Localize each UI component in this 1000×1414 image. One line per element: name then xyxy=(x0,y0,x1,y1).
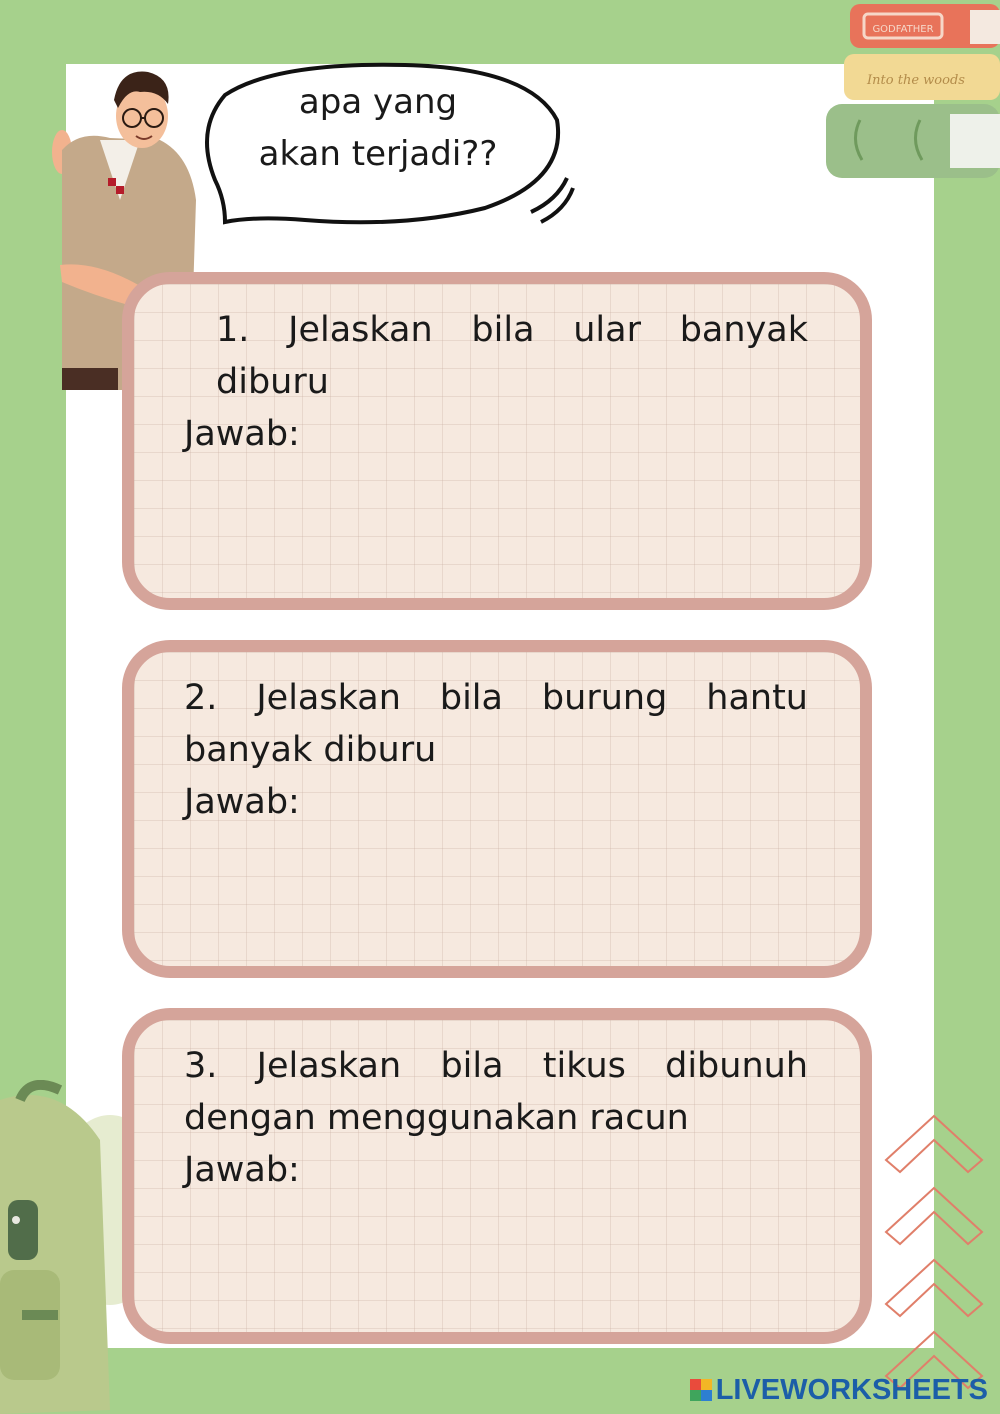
question-card-1[interactable] xyxy=(122,272,872,610)
chevron-decoration-icon xyxy=(880,1110,1000,1414)
answer-label-1: Jawab: xyxy=(184,414,300,454)
liveworksheets-mark-icon xyxy=(690,1379,712,1401)
question-3-text: 3. Jelaskan bila tikus dibunuh dengan menggunakan racun xyxy=(184,1046,808,1138)
book-title-middle: Into the woods xyxy=(867,73,965,88)
books-stack-illustration xyxy=(820,0,1000,190)
bubble-line-2: akan terjadi?? xyxy=(258,134,498,174)
speech-bubble-text xyxy=(228,76,528,180)
question-1-text: 1. Jelaskan bila ular banyak diburu xyxy=(216,310,808,402)
answer-label-3: Jawab: xyxy=(184,1150,300,1190)
question-card-2[interactable] xyxy=(122,640,872,978)
question-card-3[interactable] xyxy=(122,1008,872,1344)
book-title-top: GODFATHER xyxy=(872,24,934,35)
bubble-line-1: apa yang xyxy=(298,82,458,122)
answer-label-2: Jawab: xyxy=(184,782,300,822)
liveworksheets-wordmark: LIVEWORKSHEETS xyxy=(715,1373,988,1406)
question-2-text: 2. Jelaskan bila burung hantu banyak diburu xyxy=(184,678,808,770)
liveworksheets-logo xyxy=(690,1374,988,1406)
